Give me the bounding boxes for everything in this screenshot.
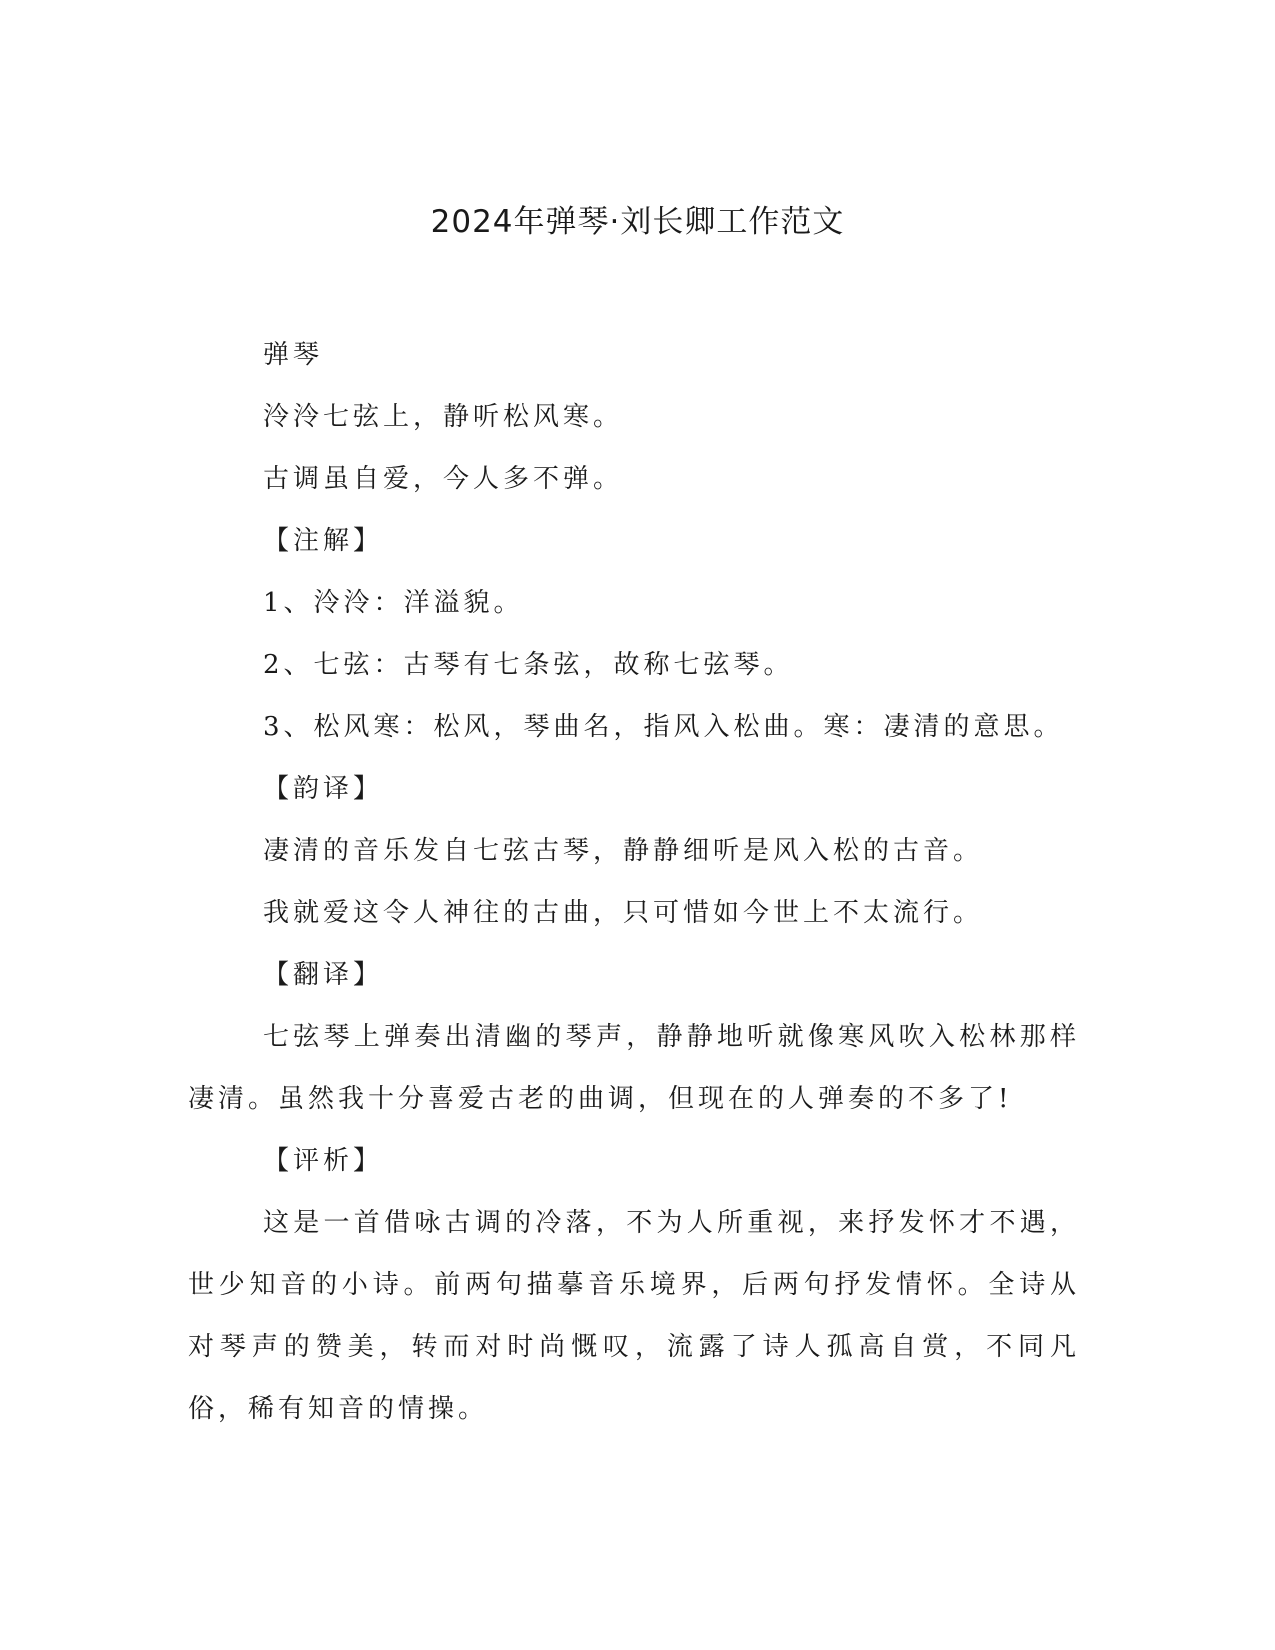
document-body xyxy=(188,324,1080,1440)
rhyme-heading: 【韵译】 xyxy=(263,774,384,804)
annotation-item: 3、松风寒：松风，琴曲名，指风入松曲。寒：凄清的意思。 xyxy=(263,712,1064,742)
rhyme-line: 我就爱这令人神往的古曲，只可惜如今世上不太流行。 xyxy=(263,898,984,928)
translation-paragraph: 七弦琴上弹奏出清幽的琴声，静静地听就像寒风吹入松林那样凄清。虽然我十分喜爱古老的曲调，但现在的人弹奏的不多了! xyxy=(188,1022,1080,1114)
translation-heading: 【翻译】 xyxy=(263,960,384,990)
annotation-item: 1、泠泠：洋溢貌。 xyxy=(263,588,524,618)
poem-title: 弹琴 xyxy=(263,340,324,370)
annotation-item: 2、七弦：古琴有七条弦，故称七弦琴。 xyxy=(263,650,794,680)
document-title: 2024年弹琴·刘长卿工作范文 xyxy=(430,204,845,240)
poem-line: 泠泠七弦上，静听松风寒。 xyxy=(263,402,624,432)
analysis-paragraph: 这是一首借咏古调的冷落，不为人所重视，来抒发怀才不遇，世少知音的小诗。前两句描摹音乐境界，后两句抒发情怀。全诗从对琴声的赞美，转而对时尚慨叹，流露了诗人孤高自赏，不同凡俗，稀有知音的情操。 xyxy=(188,1208,1080,1424)
poem-line: 古调虽自爱，今人多不弹。 xyxy=(263,464,624,494)
annotation-heading: 【注解】 xyxy=(263,526,384,556)
analysis-heading: 【评析】 xyxy=(263,1146,384,1176)
rhyme-line: 凄清的音乐发自七弦古琴，静静细听是风入松的古音。 xyxy=(263,836,984,866)
